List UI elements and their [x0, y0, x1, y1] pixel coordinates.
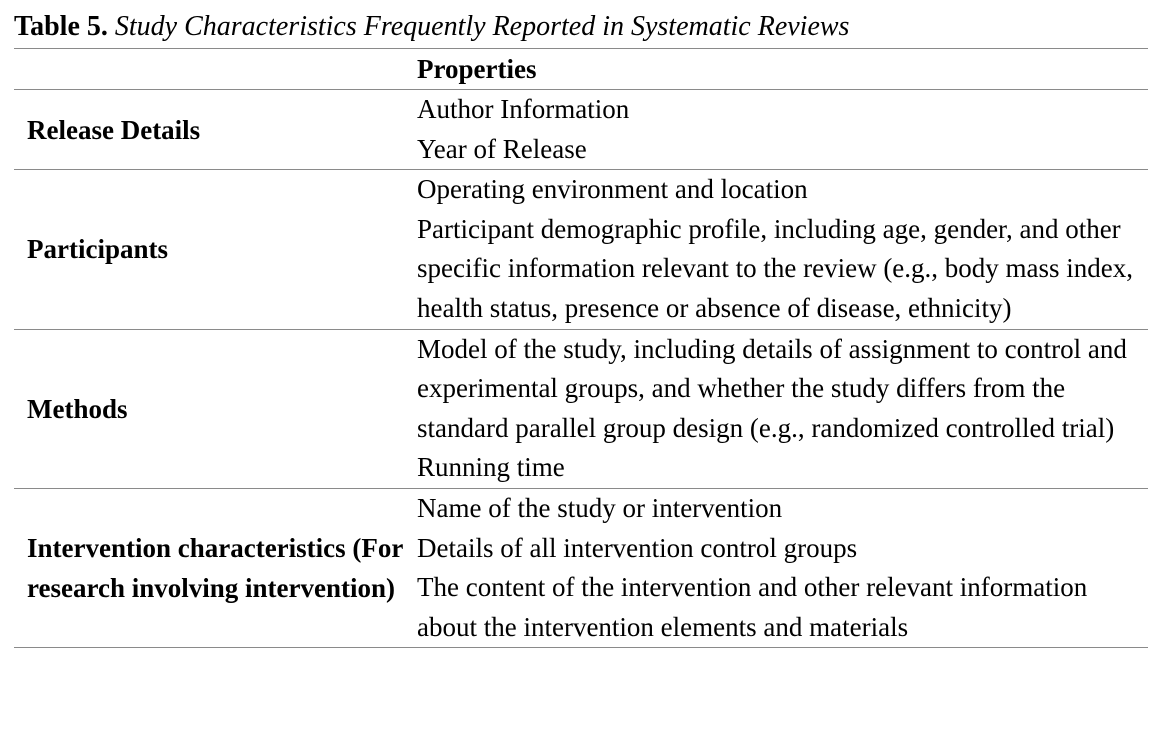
category-cell: Intervention characteristics (For research involving intervention) [27, 533, 403, 604]
properties-cell [404, 489, 1148, 647]
table-caption [14, 10, 849, 44]
category-cell: Methods [27, 393, 128, 424]
table-row-participants [14, 169, 1148, 328]
study-characteristics-table [14, 48, 1148, 648]
category-cell: Participants [27, 234, 168, 265]
category-cell: Release Details [27, 114, 201, 145]
header-properties-cell: Properties [417, 54, 537, 84]
table-row-intervention-characteristics [14, 488, 1148, 647]
property-item: The content of the intervention and other relevant information about the intervention elements and materials [417, 572, 1088, 642]
property-item: Author Information [417, 94, 630, 124]
property-item: Model of the study, including details of assignment to control and experimental groups, and whether the study differs from the standard parallel group design (e.g., randomized controlled trial) [417, 333, 1127, 443]
property-item: Running time [417, 452, 565, 483]
header-category-cell [14, 49, 404, 89]
properties-cell [404, 90, 1148, 169]
table-title: Study Characteristics Frequently Reported in Systematic Reviews [114, 11, 850, 42]
property-item: Year of Release [417, 133, 587, 164]
table-row-release-details [14, 89, 1148, 169]
property-item: Details of all intervention control groups [417, 532, 858, 563]
table-number: Table 5. [14, 11, 108, 42]
property-item: Operating environment and location [417, 174, 808, 205]
table-header-row [14, 49, 1148, 89]
table-row-methods [14, 329, 1148, 488]
property-item: Name of the study or intervention [417, 492, 783, 523]
properties-cell [404, 170, 1148, 328]
properties-cell [404, 330, 1148, 488]
property-item: Participant demographic profile, including age, gender, and other specific information relevant to the review (e.g., body mass index, health status, presence or absence of disease, ethnicity) [417, 213, 1134, 323]
